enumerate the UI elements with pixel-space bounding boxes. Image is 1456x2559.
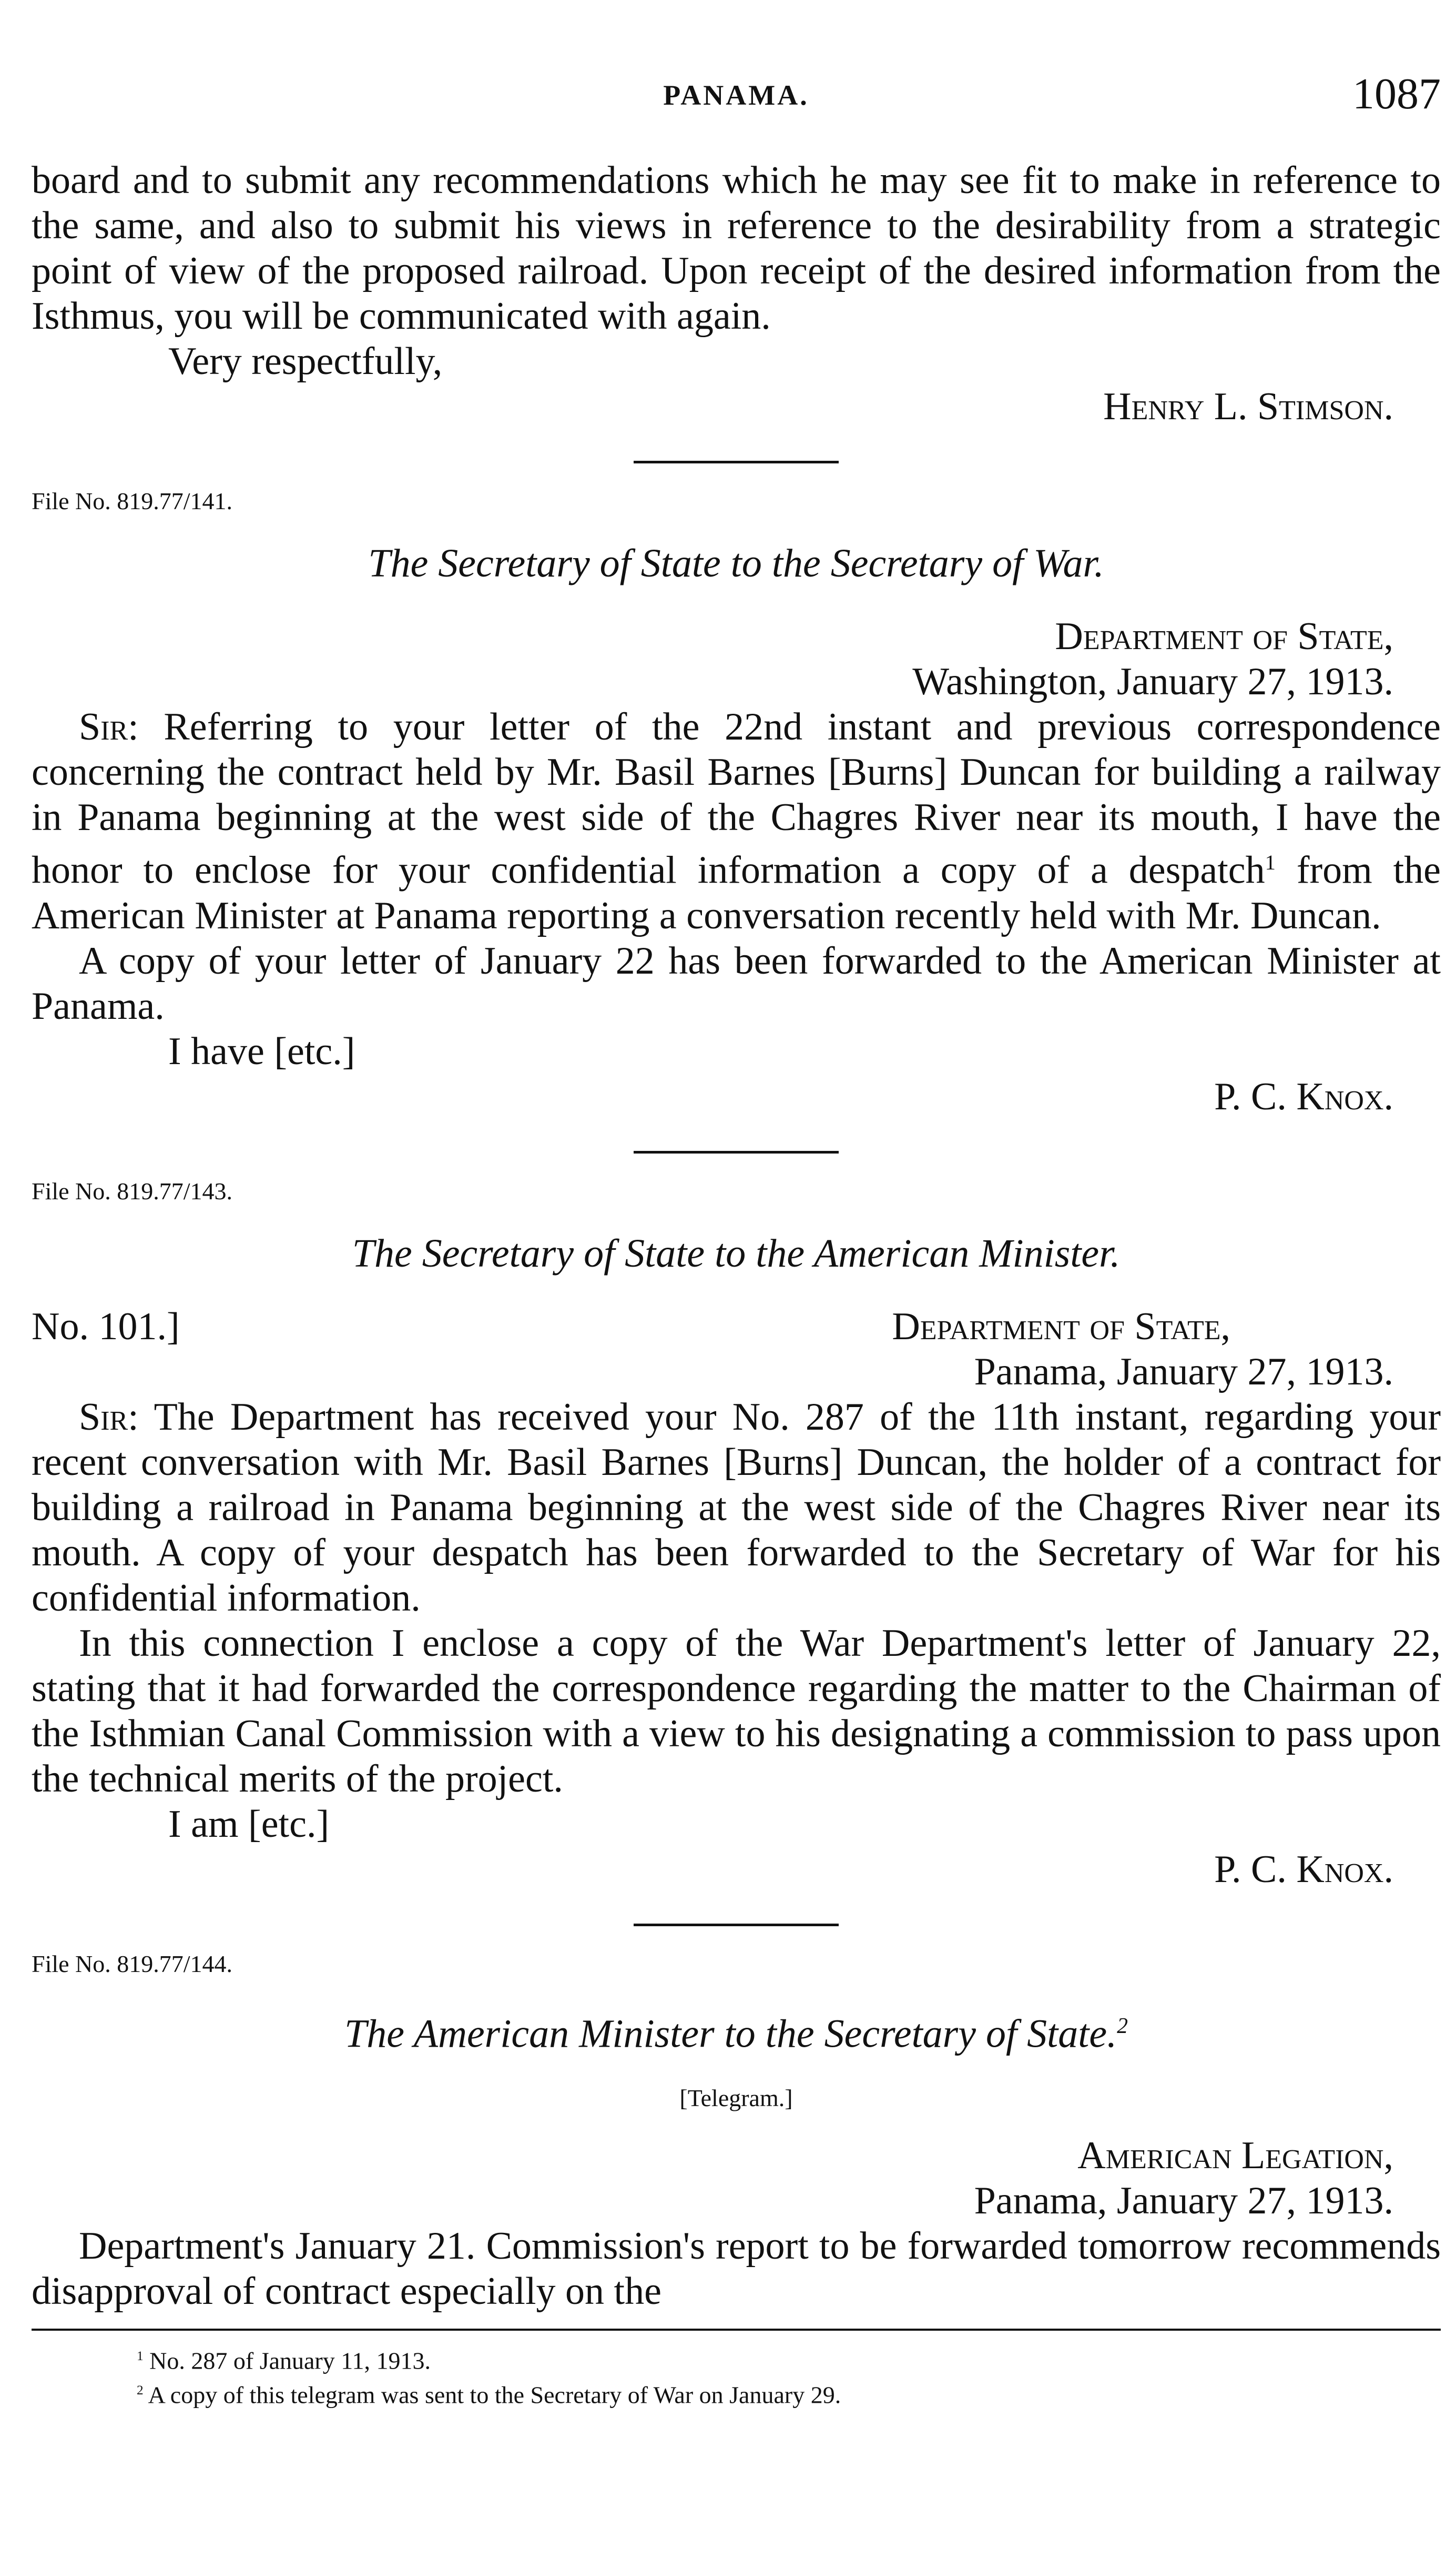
footnote-text: No. 287 of January 11, 1913.	[143, 2347, 431, 2374]
signature: P. C. Knox.	[1214, 1075, 1393, 1118]
document-title	[32, 2002, 1441, 2058]
place-date: Panama, January 27, 1913.	[974, 2179, 1393, 2222]
footnote-text: A copy of this telegram was sent to the Secretary of War on January 29.	[143, 2381, 841, 2409]
footnote-reference: 2	[1117, 2014, 1128, 2038]
paragraph-text: The Department has received your No. 287 of the 11th instant, regarding your recent conversation with Mr. Basil Barnes [Burns] Duncan, the holder of a contract for building a railroad in Panama beginning at the west side of the Chagres River near its mouth. A copy of your despatch has been forwarded to the Secretary of War for his confidential information.	[32, 1395, 1441, 1620]
section-divider	[634, 1151, 839, 1154]
place-date: Washington, January 27, 1913.	[912, 660, 1393, 703]
place-date: Panama, January 27, 1913.	[974, 1350, 1393, 1393]
footnote-reference: 1	[1265, 851, 1276, 874]
page-body	[32, 158, 1441, 2410]
continuation-paragraph: board and to submit any recommendations which he may see fit to make in reference to the same, and also to submit his views in reference to the desirability from a strategic point of view of the proposed railroad. Upon receipt of the desired information from the Isthmus, you will be communicated with again.	[32, 159, 1441, 338]
file-number: File No. 819.77/143.	[32, 1177, 233, 1205]
section-divider	[634, 461, 839, 463]
running-head-title: PANAMA.	[663, 79, 809, 111]
document-title: The Secretary of State to the American Minister.	[352, 1231, 1121, 1276]
file-number: File No. 819.77/144.	[32, 1950, 233, 1977]
section-divider	[634, 1924, 839, 1926]
salutation: Sir:	[79, 1395, 139, 1439]
footnote-divider	[32, 2329, 1441, 2331]
footnote-2	[137, 2375, 1441, 2410]
file-number: File No. 819.77/141.	[32, 488, 233, 514]
paragraph-text: Referring to your letter of the 22nd instant and previous correspondence concerning the contract held by Mr. Basil Barnes [Burns] Duncan for building a railway in Panama beginning at the west side of the Chagres River near its mouth, I have the honor to enclose for your confidential information a copy of a despatch	[32, 705, 1441, 892]
page-number: 1087	[1352, 69, 1441, 118]
despatch-number: No. 101.]	[32, 1304, 180, 1348]
signature: P. C. Knox.	[1214, 1847, 1393, 1891]
letter-paragraph	[32, 1394, 1441, 1621]
document-page	[32, 0, 1441, 2559]
dateline-row	[32, 1304, 1441, 1349]
closing: I have [etc.]	[168, 1029, 355, 1073]
department-heading: American Legation,	[1077, 2133, 1393, 2177]
title-text: The American Minister to the Secretary of State.	[344, 2011, 1117, 2056]
department-heading: Department of State,	[1055, 615, 1393, 658]
closing: I am [etc.]	[168, 1802, 330, 1846]
department-heading: Department of State,	[892, 1304, 1230, 1348]
signature: Henry L. Stimson.	[1103, 385, 1393, 428]
letter-paragraph: A copy of your letter of January 22 has been forwarded to the American Minister at Panama.	[32, 939, 1441, 1028]
footnote-mark: 1	[137, 2348, 144, 2363]
paragraph-text: from the American Minister at Panama reporting a conversation recently held with Mr. Duncan.	[32, 848, 1441, 937]
letter-paragraph: In this connection I enclose a copy of the War Department's letter of January 22, stating that it had forwarded the correspondence regarding the matter to the Chairman of the Isthmian Canal Commission with a view to his designating a commission to pass upon the technical merits of the project.	[32, 1621, 1441, 1801]
running-head	[32, 68, 1441, 121]
footnote-1	[137, 2341, 1441, 2375]
telegram-label: [Telegram.]	[679, 2084, 793, 2111]
telegram-paragraph: Department's January 21. Commission's report to be forwarded tomorrow recommends disapproval of contract especially on the	[32, 2224, 1441, 2313]
document-title: The Secretary of State to the Secretary of War.	[368, 541, 1104, 585]
footnote-mark: 2	[137, 2383, 144, 2398]
letter-paragraph	[32, 704, 1441, 938]
closing: Very respectfully,	[168, 340, 443, 383]
footnotes	[32, 2341, 1441, 2410]
salutation: Sir:	[79, 705, 139, 749]
